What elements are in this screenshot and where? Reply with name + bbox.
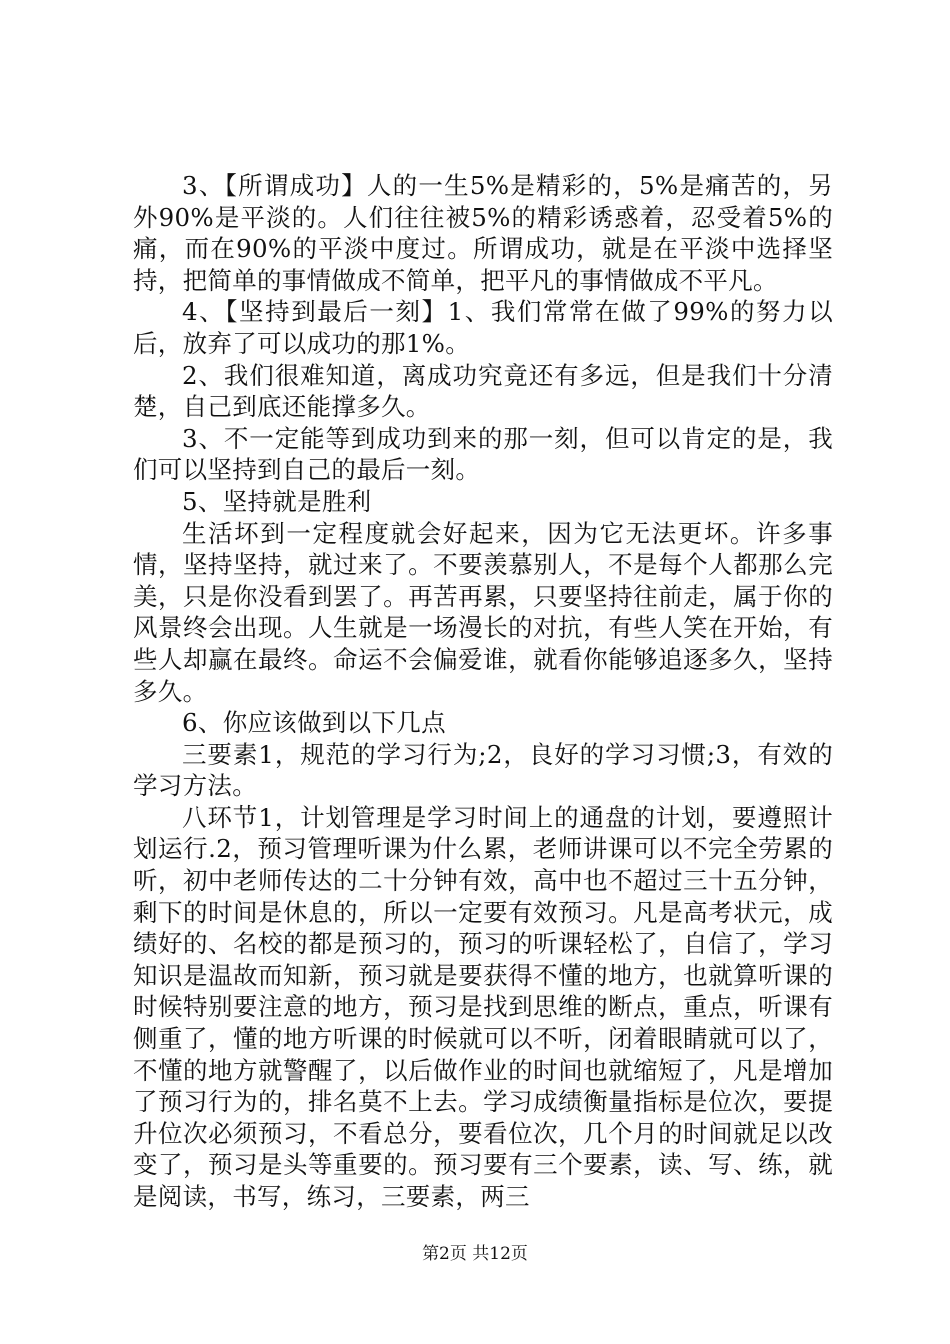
paragraph-success-definition: 3、【所谓成功】人的一生5%是精彩的，5%是痛苦的，另外90%是平淡的。人们往往被5%的精彩诱惑着，忍受着5%的痛，而在90%的平淡中度过。所谓成功，就是在平淡中选择坚持，把简单的事情做成不简单，把平凡的事情做成不平凡。 (133, 171, 833, 295)
paragraph-life-better: 生活坏到一定程度就会好起来，因为它无法更坏。许多事情，坚持坚持，就过来了。不要羡慕别人，不是每个人都那么完美，只是你没看到罢了。再苦再累，只要坚持往前走，属于你的风景终会出现。人生就是一场漫长的对抗，有些人笑在开始，有些人却赢在最终。命运不会偏爱谁，就看你能够追逐多久，坚持多久。 (133, 518, 833, 706)
page-number-footer: 第2页 共12页 (422, 1244, 528, 1264)
paragraph-how-far: 2、我们很难知道，离成功究竟还有多远，但是我们十分清楚，自己到底还能撑多久。 (133, 360, 833, 422)
paragraph-persist-last-moment: 4、【坚持到最后一刻】1、我们常常在做了99%的努力以后，放弃了可以成功的那1%。 (133, 297, 833, 358)
paragraph-last-moment: 3、不一定能等到成功到来的那一刻，但可以肯定的是，我们可以坚持到自己的最后一刻。 (133, 423, 833, 485)
paragraph-eight-steps: 八环节1，计划管理是学习时间上的通盘的计划，要遵照计划运行.2，预习管理听课为什么累，老师讲课可以不完全劳累的听，初中老师传达的二十分钟有效，高中也不超过三十五分钟，剩下的时间是休息的，所以一定要有效预习。凡是高考状元，成绩好的、名校的都是预习的，预习的听课轻松了，自信了，学习知识是温故而知新，预习就是要获得不懂的地方，也就算听课的时候特别要注意的地方，预习是找到思维的断点，重点，听课有侧重了，懂的地方听课的时候就可以不听，闭着眼睛就可以了，不懂的地方就警醒了，以后做作业的时间也就缩短了，凡是增加了预习行为的，排名莫不上去。学习成绩衡量指标是位次，要提升位次必须预习，不看总分，要看位次，几个月的时间就足以改变了，预习是头等重要的。预习要有三个要素，读、写、练，就是阅读，书写，练习，三要素，两三 (133, 802, 833, 1211)
paragraph-heading-should-do: 6、你应该做到以下几点 (182, 708, 446, 738)
paragraph-heading-victory: 5、坚持就是胜利 (182, 486, 372, 516)
document-body (133, 170, 833, 1213)
paragraph-three-elements: 三要素1，规范的学习行为;2，良好的学习习惯;3，有效的学习方法。 (133, 739, 833, 801)
